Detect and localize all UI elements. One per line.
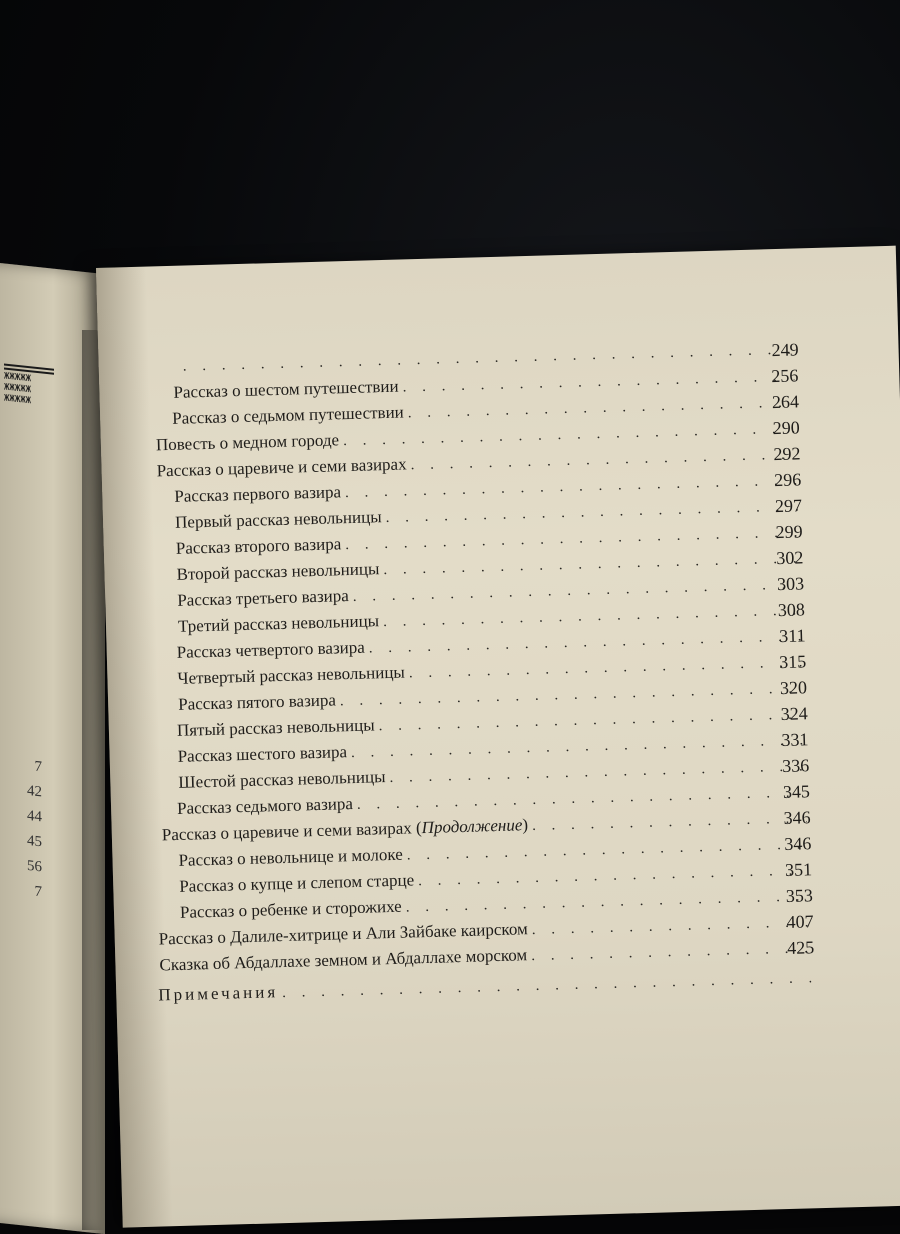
left-page-numbers <box>2 751 42 905</box>
toc-entry-title: Рассказ первого вазира <box>174 482 342 506</box>
toc-entry-title: Примечания <box>158 982 279 1005</box>
toc-entry-italic: Продолжение <box>421 815 523 838</box>
toc-entry-page: 302 <box>776 547 804 569</box>
toc-entry-title: Рассказ о царевиче и семи вазирах (Продолжение) <box>161 815 529 845</box>
toc-entry-page: 320 <box>779 677 808 699</box>
toc-entry-title: Шестой рассказ невольницы <box>178 767 386 792</box>
toc-entry-page: 290 <box>772 417 801 439</box>
toc-entry-page: 324 <box>780 703 808 725</box>
toc-entry-page: 299 <box>775 521 803 543</box>
toc-entry-title: Рассказ третьего вазира <box>177 586 350 610</box>
toc-entry-title: Рассказ пятого вазира <box>177 690 337 714</box>
toc-entry-page: 346 <box>783 807 811 829</box>
toc-entry-page: 297 <box>774 495 803 517</box>
left-page-number: 45 <box>27 832 42 851</box>
toc-entry-page: 256 <box>771 365 799 387</box>
ornament-border: ЖЖЖЖЖ ЖЖЖЖЖ ЖЖЖЖЖ <box>4 361 54 409</box>
toc-entry-page: 249 <box>771 339 799 361</box>
toc-entry-page: 264 <box>771 391 800 413</box>
left-page-number: 44 <box>27 807 42 826</box>
toc-entry-title: Третий рассказ невольницы <box>177 611 380 636</box>
toc-entry-title: Рассказ о невольнице и молоке <box>178 844 404 870</box>
toc-entry-title: Четвертый рассказ невольницы <box>177 662 406 688</box>
toc-entry-page: 296 <box>773 469 802 491</box>
toc-entry-page: 336 <box>781 755 810 777</box>
left-page-number: 42 <box>27 782 42 801</box>
toc-entry-title: Рассказ шестого вазира <box>177 742 348 766</box>
toc-entry-title: Рассказ о ребенке и сторожихе <box>179 896 402 922</box>
toc-entry-page: 311 <box>778 625 806 647</box>
toc-entry-page: 345 <box>782 781 811 803</box>
toc-entry-page: 425 <box>786 937 815 958</box>
toc-entry-title: Первый рассказ невольницы <box>174 507 382 532</box>
toc-entry-title: Рассказ четвертого вазира <box>176 637 366 662</box>
toc-entry-title: Второй рассказ невольницы <box>176 559 380 584</box>
toc-entry-title: Рассказ о шестом путешествии <box>173 376 399 402</box>
toc-entry-page: 353 <box>785 885 814 906</box>
toc-entry-page: 292 <box>773 443 801 465</box>
toc-entry-page: 346 <box>784 833 812 855</box>
left-page-number: 7 <box>34 883 42 901</box>
toc-entry-page: 315 <box>778 651 807 673</box>
right-page <box>96 246 900 1228</box>
left-page-number: 56 <box>27 857 42 876</box>
toc-entry-title: Пятый рассказ невольницы <box>176 715 375 740</box>
toc-entry-page: 351 <box>784 859 813 880</box>
toc-entry-title: Рассказ о седьмом путешествии <box>171 402 405 428</box>
toc-entry-title: Повесть о медном городе <box>155 430 340 455</box>
toc-entry-page: 308 <box>777 599 806 621</box>
table-of-contents <box>96 246 900 1228</box>
toc-entry-title: Рассказ о Далиле-хитрице и Али Зайбаке каирском <box>158 919 528 949</box>
toc-entry-title: Рассказ о купце и слепом старце <box>179 870 415 896</box>
toc-entry-title: Сказка об Абдаллахе земном и Абдаллахе морском <box>159 945 528 975</box>
toc-entry-page: 407 <box>786 911 814 932</box>
toc-entry-page: 303 <box>776 573 805 595</box>
toc-entry-page: 331 <box>781 729 809 751</box>
left-page-number: 7 <box>34 758 42 776</box>
toc-entry-title: Рассказ о царевиче и семи вазирах <box>156 454 407 481</box>
toc-entry-title: Рассказ седьмого вазира <box>176 794 354 818</box>
toc-entry-title: Рассказ второго вазира <box>175 534 342 558</box>
